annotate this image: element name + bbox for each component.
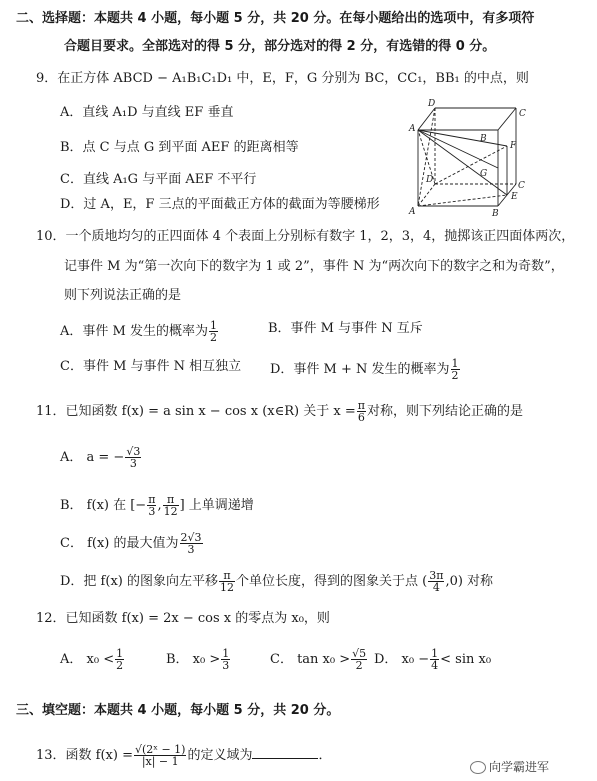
q12-option-c: C． tan x₀ > $\frac{√5}{2}$	[270, 647, 367, 672]
q11-option-a: A． a = − $\frac{√3}{3}$	[60, 445, 141, 470]
q9-stem: 9．在正方体 ABCD − A₁B₁C₁D₁ 中，E，F，G 分别为 BC，CC₁，BB₁ 的中点，则	[36, 71, 529, 86]
q9-option-d: D．过 A，E，F 三点的平面截正方体的截面为等腰梯形	[60, 197, 380, 212]
q12-stem: 12．已知函数 f(x) = 2x − cos x 的零点为 x₀，则	[36, 611, 330, 626]
q12-option-b: B． x₀ > $\frac{1}{3}$	[166, 647, 230, 672]
q11-option-c: C． f(x) 的最大值为 $\frac{2√3}{3}$	[60, 531, 202, 556]
q11-option-b: B． f(x) 在 [− $\frac{\pi}{3}$ , $\frac{\pi}{12}$ ] 上单调递增	[60, 493, 254, 518]
cube-figure	[408, 96, 533, 218]
section3-heading: 三、填空题：本题共 4 小题，每小题 5 分，共 20 分。	[16, 703, 340, 718]
wechat-icon	[470, 761, 486, 774]
q10-option-a: A．事件 M 发生的概率为 $\frac{1}{2}$	[60, 319, 217, 344]
label-A1: A	[409, 124, 416, 134]
section2-heading: 二、选择题：本题共 4 小题，每小题 5 分，共 20 分。在每小题给出的选项中，有多项符	[16, 11, 535, 26]
answer-blank	[252, 746, 318, 759]
label-G: G	[480, 169, 488, 179]
q12-option-a: A． x₀ < $\frac{1}{2}$	[60, 647, 124, 672]
label-F: F	[510, 141, 517, 151]
q11-option-d: D．把 f(x) 的图象向左平移 $\frac{\pi}{12}$ 个单位长度，得到的图象关于点 ( $\frac{3\pi}{4}$ ,0) 对称	[60, 569, 494, 594]
q11-stem: 11．已知函数 f(x) = a sin x − cos x (x∈R) 关于 x = $\frac{\pi}{6}$ 对称，则下列结论正确的是	[36, 399, 523, 424]
watermark: 向学霸进军	[470, 758, 549, 775]
q12-option-d: D． x₀ − $\frac{1}{4}$ < sin x₀	[374, 647, 492, 672]
q9-option-b: B．点 C 与点 G 到平面 AEF 的距离相等	[60, 140, 299, 155]
label-B1: B	[480, 134, 487, 144]
section2-heading-cont: 合题目要求。全部选对的得 5 分，部分选对的得 2 分，有选错的得 0 分。	[64, 39, 496, 54]
q10-stem-2: 记事件 M 为“第一次向下的数字为 1 或 2”，事件 N 为“两次向下的数字之和为奇数”，	[64, 259, 564, 274]
label-C1: C	[519, 109, 526, 119]
q13-stem: 13．函数 f(x) = $\frac{\text{√(2ˣ − 1)}}{|x| - 1}$ 的定义域为 ．	[36, 743, 332, 768]
label-C: C	[518, 181, 525, 191]
label-E: E	[511, 192, 518, 202]
q9-option-c: C．直线 A₁G 与平面 AEF 不平行	[60, 172, 257, 187]
label-D1: D	[428, 99, 436, 109]
q10-option-d: D．事件 M + N 发生的概率为 $\frac{1}{2}$	[270, 357, 459, 382]
q10-option-c: C．事件 M 与事件 N 相互独立	[60, 359, 242, 374]
q10-option-b: B．事件 M 与事件 N 互斥	[268, 321, 423, 336]
label-A: A	[409, 207, 416, 217]
label-B: B	[492, 209, 499, 218]
q10-stem-3: 则下列说法正确的是	[64, 288, 182, 303]
label-D: D	[426, 175, 434, 185]
q10-stem-1: 10．一个质地均匀的正四面体 4 个表面上分别标有数字 1，2，3，4，抛掷该正四面体两次，	[36, 229, 575, 244]
q9-option-a: A．直线 A₁D 与直线 EF 垂直	[60, 105, 234, 120]
